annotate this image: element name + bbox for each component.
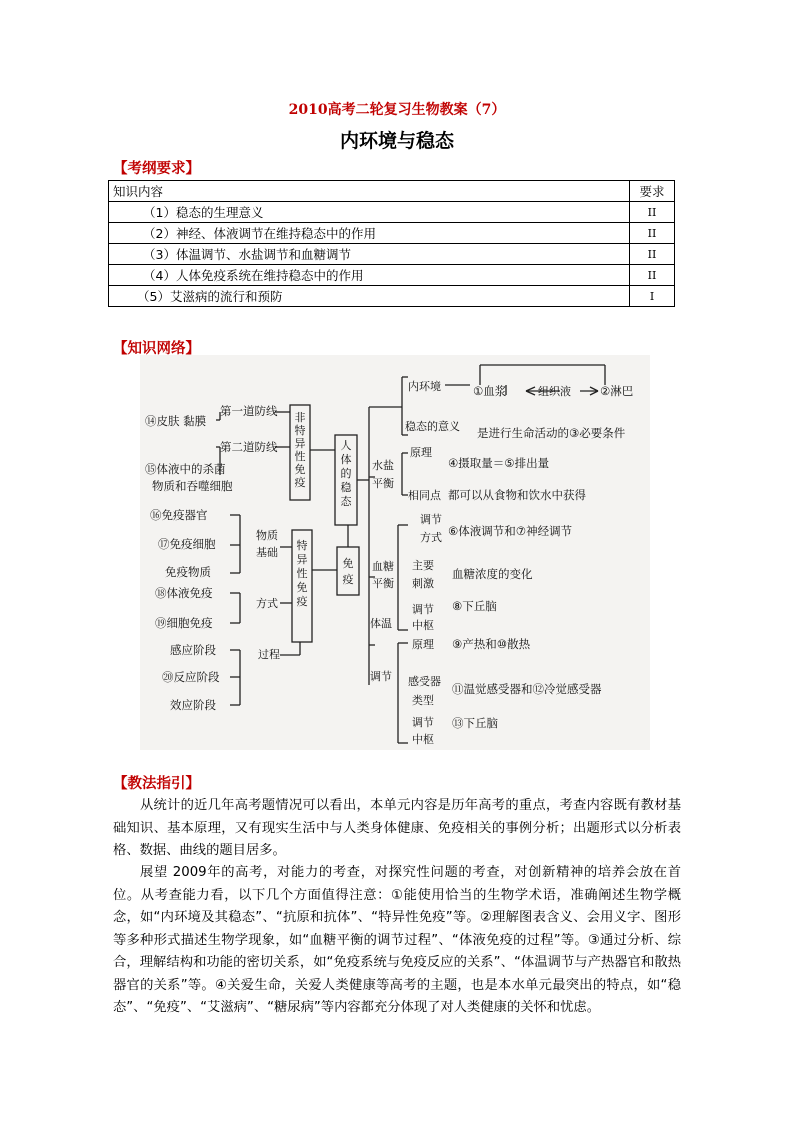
water-salt-principle: ④摄取量＝⑤排出量 xyxy=(448,456,550,470)
document-subtitle: 内环境与稳态 xyxy=(339,130,454,152)
requirement-level: II xyxy=(630,244,675,265)
requirement-item: （4）人体免疫系统在维持稳态中的作用 xyxy=(109,265,630,286)
fluid-cells-label-2: 物质和吞噬细胞 xyxy=(152,479,233,493)
requirement-item: （2）神经、体液调节在维持稳态中的作用 xyxy=(109,223,630,244)
immunity-label: 免疫 xyxy=(342,557,354,586)
temp-principle: ⑨产热和⑩散热 xyxy=(452,637,531,651)
requirement-level: I xyxy=(630,286,675,307)
header-level: 要求 xyxy=(630,181,675,202)
regulation-mode-label-2: 方式 xyxy=(420,531,442,544)
common-point-label: 相同点 xyxy=(408,489,441,502)
water-salt-label: 水盐 xyxy=(372,459,394,472)
requirement-level: II xyxy=(630,202,675,223)
main-stimulus-label-2: 刺激 xyxy=(412,577,434,590)
first-line-label: 第一道防线 xyxy=(220,404,278,418)
table-row xyxy=(109,286,675,307)
meaning-label: 稳态的意义 xyxy=(405,420,460,433)
temp-label: 体温 xyxy=(370,617,392,630)
reaction-stage-label: ⑳反应阶段 xyxy=(162,670,220,684)
requirement-level: II xyxy=(630,265,675,286)
temp-label-2: 调节 xyxy=(370,670,392,683)
immune-organs-label: ⑯免疫器官 xyxy=(150,508,208,522)
material-basis-label-2: 基础 xyxy=(256,546,278,559)
skin-label: ⑭皮肤 黏膜 xyxy=(145,414,207,428)
material-basis-label-1: 物质 xyxy=(256,529,278,542)
section-teaching-guide: 【教法指引】 xyxy=(113,775,200,792)
fluid-cells-label-1: ⑮体液中的杀菌 xyxy=(145,462,226,476)
temp-principle-label: 原理 xyxy=(412,638,434,651)
immune-cells-label: ⑰免疫细胞 xyxy=(158,537,216,551)
principle-label: 原理 xyxy=(410,446,432,459)
table-row xyxy=(109,202,675,223)
immune-substances-label: 免疫物质 xyxy=(165,565,211,579)
receptors-text: ⑪温觉感受器和⑫冷觉感受器 xyxy=(452,682,602,696)
blood-sugar-label: 血糖 xyxy=(372,560,394,573)
table-row xyxy=(109,223,675,244)
requirement-item: （1）稳态的生理意义 xyxy=(109,202,630,223)
meaning-text: 是进行生命活动的③必要条件 xyxy=(477,426,626,440)
mode-label: 方式 xyxy=(256,597,278,610)
plasma-label: ①血浆 xyxy=(473,384,507,398)
requirements-table xyxy=(108,180,675,307)
document-title: 2010高考二轮复习生物教案（7） xyxy=(288,102,506,118)
second-line-label: 第二道防线 xyxy=(220,440,278,454)
internal-env-label: 内环境 xyxy=(408,380,441,393)
section-exam-requirements: 【考纲要求】 xyxy=(113,160,200,177)
table-header-row xyxy=(109,181,675,202)
section-knowledge-network: 【知识网络】 xyxy=(113,340,200,357)
receptor-label: 感受器 xyxy=(408,675,441,688)
sensing-stage-label: 感应阶段 xyxy=(170,643,216,657)
specific-label: 特异性免疫 xyxy=(296,539,308,608)
nonspecific-label: 非特异性免疫 xyxy=(294,411,306,489)
table-row xyxy=(109,265,675,286)
blood-sugar-regulation: ⑥体液调节和⑦神经调节 xyxy=(448,524,573,538)
stimulus-text: 血糖浓度的变化 xyxy=(452,567,533,581)
cellular-label: ⑲细胞免疫 xyxy=(155,616,213,630)
tissue-fluid-label: 组织液 xyxy=(538,385,571,398)
receptor-label-2: 类型 xyxy=(412,694,434,707)
blood-sugar-label-2: 平衡 xyxy=(372,577,394,590)
requirement-item: （5）艾滋病的流行和预防 xyxy=(109,286,630,307)
guide-paragraph-2: 展望 2009年的高考，对能力的考查，对探究性问题的考查，对创新精神的培养会放在首位。从考查能力看，以下几个方面值得注意：①能使用恰当的生物学术语，准确阐述生物学概念，如“内环境及其稳态”、“抗原和抗体”、“特异性免疫”等。②理解图表含义、会用义字、图形等多种形式描述生物学现象，如“血糖平衡的调节过程”、“体液免疫的过程”等。③通过分析、综合，理解结构和功能的密切关系，如“免疫系统与免疫反应的关系”、“体温调节与产热器官和散热器官的关系”等。④关爱生命，关爱人类健康等高考的主题，也是本水单元最突出的特点，如“稳态”、“免疫”、“艾滋病”、“糖尿病”等内容都充分体现了对人类健康的关怀和忧虑。 xyxy=(113,865,681,1015)
common-text: 都可以从食物和饮水中获得 xyxy=(448,488,586,502)
table-row xyxy=(109,244,675,265)
requirement-level: II xyxy=(630,223,675,244)
humoral-label: ⑱体液免疫 xyxy=(155,586,213,600)
regulation-center-label-2: 中枢 xyxy=(412,619,434,632)
center-label: 人体的稳态 xyxy=(340,439,352,508)
effector-stage-label: 效应阶段 xyxy=(170,698,216,712)
water-salt-label-2: 平衡 xyxy=(372,477,394,490)
regulation-mode-label: 调节 xyxy=(420,513,442,526)
header-knowledge: 知识内容 xyxy=(109,181,630,202)
temp-center-label: 调节 xyxy=(412,716,434,729)
temp-center-label-2: 中枢 xyxy=(412,733,434,746)
hypothalamus-8: ⑧下丘脑 xyxy=(452,599,497,613)
hypothalamus-13: ⑬下丘脑 xyxy=(452,716,498,730)
requirement-item: （3）体温调节、水盐调节和血糖调节 xyxy=(109,244,630,265)
knowledge-network-diagram xyxy=(140,355,650,750)
lymph-label: ②淋巴 xyxy=(600,384,634,398)
main-stimulus-label: 主要 xyxy=(412,559,434,572)
regulation-center-label: 调节 xyxy=(412,603,434,616)
process-label: 过程 xyxy=(258,648,280,661)
guide-paragraph-1: 从统计的近几年高考题情况可以看出，本单元内容是历年高考的重点，考查内容既有教材基础知识、基本原理，又有现实生活中与人类身体健康、免疫相关的事例分析；出题形式以分析表格、数据、曲线的题目居多。 xyxy=(113,798,681,858)
